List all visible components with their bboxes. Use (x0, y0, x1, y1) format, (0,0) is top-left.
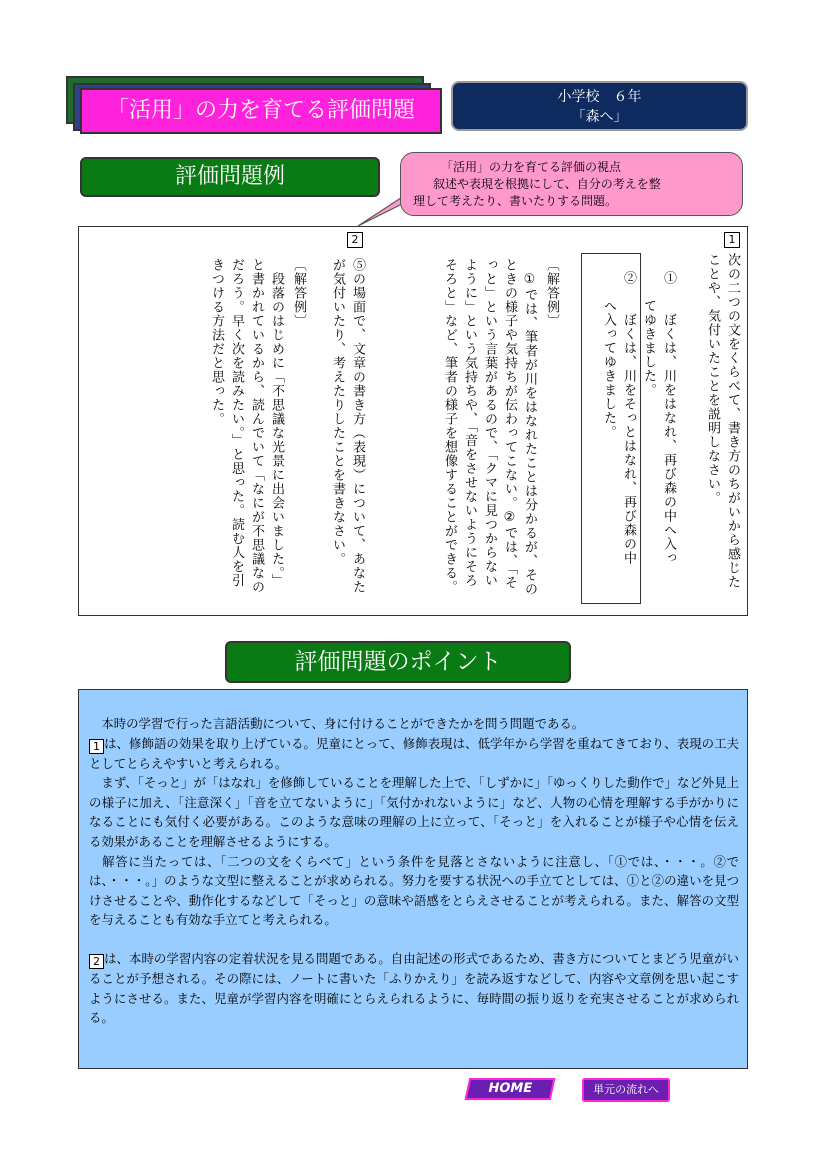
answer-label-1: 〔解答例〕 (544, 258, 559, 328)
answer-2-line-4: きつける方法だと思った。 (209, 258, 224, 426)
answer-1-line-4: ように」という気持ちや、「音をさせないようにそろ (462, 258, 477, 588)
answer-label-2: 〔解答例〕 (291, 258, 306, 328)
point-paragraph-5-text: は、本時の学習内容の定着状況を見る問題である。自由記述の形式であるため、書き方についてとまどう児童がいることが予想される。その際には、ノートに書いた「ふりかえり」を読み返すなどして、内容や文章例を思い起こすようにさせる。また、児童が学習内容を明確にとらえられるように、毎時間の振り返りを充実させることが求められる。 (89, 950, 739, 1026)
page-title: 「活用」の力を育てる評価問題 (80, 88, 442, 134)
point-paragraph-2-text: は、修飾語の効果を取り上げている。児童にとって、修飾表現は、低学年から学習を重ねてきており、表現の工夫としてとらえやすいと考えられる。 (89, 735, 739, 771)
point-question-1-number: 1 (89, 739, 104, 754)
unit-flow-button[interactable]: 単元の流れへ (582, 1078, 670, 1102)
unit-name: 「森へ」 (571, 109, 628, 125)
answer-2-line-2: と書かれているから、読んでいて「なにが不思議なの (249, 258, 264, 594)
answer-1-line-3: っと」という言葉があるので、「クマに見つからない (482, 258, 497, 588)
example-sentence-2a: ② ぼくは、川をそっとはなれ、再び森の中 (621, 271, 636, 565)
example-sentence-1b: てゆきました。 (641, 271, 656, 397)
answer-1-line-2: ときの様子や気持ちが伝わってこない。②では、「そ (502, 258, 517, 590)
paragraph-gap (89, 930, 739, 949)
home-button[interactable]: HOME (465, 1078, 556, 1100)
question-2-text-line-2: が気付いたり、考えたりしたことを書きなさい。 (330, 258, 345, 566)
point-paragraph-4: 解答に当たっては、「二つの文をくらべて」という条件を見落とさないように注意し、「①では、・・・。②では、・・・。」のような文型に整えることが求められる。努力を要する状況への手立てとしては、①と②の違いを見つけさせることや、動作化するなどして「そっと」の意味や語感をとらえさせることが考えられる。また、解答の文型を与えることも有効な手立てと考えられる。 (89, 853, 739, 928)
points-heading: 評価問題のポイント (225, 641, 571, 683)
grade-level: 小学校 ６年 (557, 89, 642, 105)
answer-2-line-3: だろう。早く次を読みたい。」と思った。読む人を引 (229, 258, 244, 588)
viewpoint-text-2: 理して考えたり、書いたりする問題。 (413, 194, 618, 208)
example-sentence-2b: へ入ってゆきました。 (601, 271, 616, 439)
example-heading: 評価問題例 (80, 157, 380, 197)
point-question-2-number: 2 (89, 954, 104, 969)
question-2-text-line-1: ⑤の場面で、文章の書き方（表現）について、あなた (350, 258, 365, 594)
question-1-number: 1 (724, 232, 740, 248)
question-1-text-line-2: ことや、気付いたことを説明しなさい。 (705, 253, 720, 505)
point-paragraph-5 (89, 949, 739, 1028)
points-box (78, 689, 748, 1069)
example-sentence-1a: ① ぼくは、川をはなれ、再び森の中へ入っ (661, 271, 676, 565)
point-paragraph-3: まず、「そっと」が「はなれ」を修飾していることを理解した上で、「しずかに」「ゆっくりした動作で」など外見上の様子に加え、「注意深く」「音を立てないように」「気付かれないように」など、人物の心情を理解する手がかりになることにも気付く必要がある。このような意味の理解の上に立って、「そっと」を入れることが様子や心情を伝える効果があることを理解させるようにする。 (89, 775, 739, 849)
point-paragraph-1: 本時の学習で行った言語活動について、身に付けることができたかを問う問題である。 (89, 716, 585, 731)
viewpoint-text-1: 叙述や表現を根拠にして、自分の考えを整 (433, 177, 661, 191)
answer-1-line-5: そろと」など、筆者の様子を想像することができる。 (442, 258, 457, 594)
evaluation-viewpoint-callout (400, 152, 743, 216)
answer-2-line-1: 段落のはじめに「不思議な光景に出会いました。」 (269, 258, 284, 588)
question-2-number: 2 (347, 232, 363, 248)
answer-1-line-1: ①では、筆者が川をはなれたことは分かるが、その (522, 258, 537, 596)
viewpoint-title: 「活用」の力を育てる評価の視点 (441, 160, 622, 174)
grade-box (451, 81, 748, 131)
point-paragraph-2 (89, 734, 739, 774)
question-1-text-line-1: 次の二つの文をくらべて、書き方のちがいから感じた (725, 253, 740, 589)
